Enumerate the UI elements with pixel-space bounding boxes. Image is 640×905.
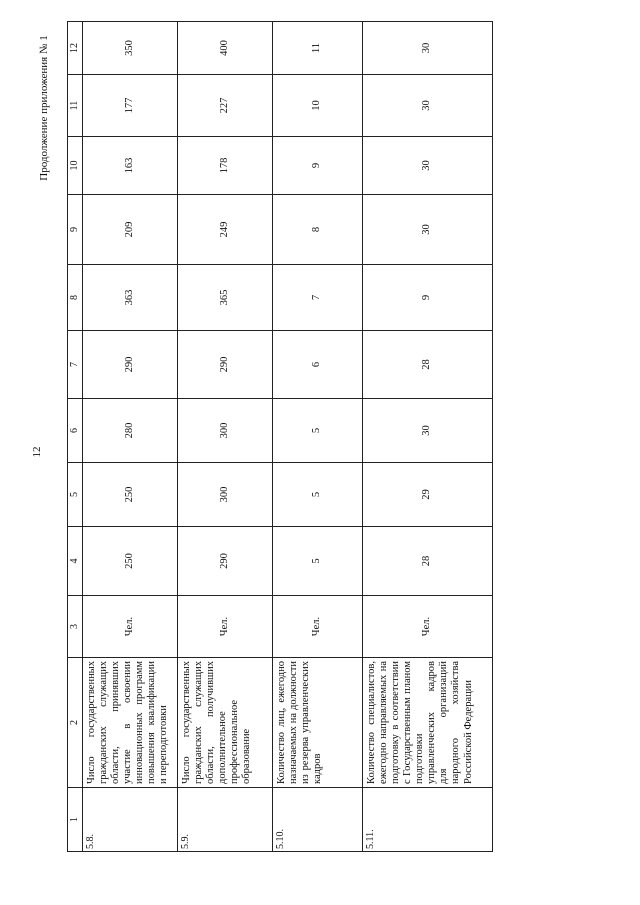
row-number: 5.10. xyxy=(273,788,363,852)
header-cell: 4 xyxy=(68,527,83,596)
row-description: Число государственных гражданских служащих области, получивших дополнительное профессиональное образование xyxy=(178,658,273,788)
header-cell: 1 xyxy=(68,788,83,852)
value-cell: 250 xyxy=(83,527,178,596)
header-cell: 6 xyxy=(68,399,83,463)
table-row xyxy=(178,22,273,852)
row-number: 5.8. xyxy=(83,788,178,852)
value-cell: 30 xyxy=(363,22,493,75)
row-description: Число государственных гражданских служащих области, принявших участие в освоении инновационных программ повышения квалификации и переподготовки xyxy=(83,658,178,788)
value-cell: 163 xyxy=(83,137,178,195)
table-row xyxy=(83,22,178,852)
row-number: 5.9. xyxy=(178,788,273,852)
row-description: Количество специалистов, ежегодно направляемых на подготовку в соответствии с Государственным планом подготовки управленческих кадров для организаций народного хозяйства Российской Федерации xyxy=(363,658,493,788)
value-cell: 7 xyxy=(273,265,363,331)
row-description: Количество лиц, ежегодно назначаемых на должности из резерва управленческих кадров xyxy=(273,658,363,788)
header-row xyxy=(68,22,83,852)
header-cell: 3 xyxy=(68,596,83,658)
value-cell: 11 xyxy=(273,22,363,75)
value-cell: 300 xyxy=(178,463,273,527)
value-cell: 250 xyxy=(83,463,178,527)
value-cell: 350 xyxy=(83,22,178,75)
value-cell: 28 xyxy=(363,527,493,596)
row-unit: Чел. xyxy=(178,596,273,658)
value-cell: 30 xyxy=(363,195,493,265)
header-cell: 11 xyxy=(68,75,83,137)
table-row xyxy=(273,22,363,852)
value-cell: 290 xyxy=(178,527,273,596)
value-cell: 5 xyxy=(273,399,363,463)
value-cell: 5 xyxy=(273,463,363,527)
header-cell: 2 xyxy=(68,658,83,788)
value-cell: 249 xyxy=(178,195,273,265)
header-cell: 12 xyxy=(68,22,83,75)
header-cell: 7 xyxy=(68,331,83,399)
row-number: 5.11. xyxy=(363,788,493,852)
value-cell: 178 xyxy=(178,137,273,195)
value-cell: 9 xyxy=(273,137,363,195)
indicators-table xyxy=(67,21,493,852)
value-cell: 400 xyxy=(178,22,273,75)
header-cell: 5 xyxy=(68,463,83,527)
value-cell: 30 xyxy=(363,399,493,463)
value-cell: 30 xyxy=(363,137,493,195)
value-cell: 28 xyxy=(363,331,493,399)
value-cell: 290 xyxy=(178,331,273,399)
table-row xyxy=(363,22,493,852)
value-cell: 300 xyxy=(178,399,273,463)
page-number: 12 xyxy=(31,446,43,458)
value-cell: 209 xyxy=(83,195,178,265)
header-cell: 8 xyxy=(68,265,83,331)
rotated-table-container xyxy=(67,32,630,852)
value-cell: 365 xyxy=(178,265,273,331)
value-cell: 227 xyxy=(178,75,273,137)
value-cell: 8 xyxy=(273,195,363,265)
value-cell: 29 xyxy=(363,463,493,527)
row-unit: Чел. xyxy=(273,596,363,658)
header-cell: 9 xyxy=(68,195,83,265)
value-cell: 5 xyxy=(273,527,363,596)
header-cell: 10 xyxy=(68,137,83,195)
value-cell: 30 xyxy=(363,75,493,137)
value-cell: 290 xyxy=(83,331,178,399)
row-unit: Чел. xyxy=(83,596,178,658)
value-cell: 363 xyxy=(83,265,178,331)
value-cell: 280 xyxy=(83,399,178,463)
value-cell: 177 xyxy=(83,75,178,137)
appendix-continuation-note: Продолжение приложения № 1 xyxy=(38,35,50,181)
row-unit: Чел. xyxy=(363,596,493,658)
value-cell: 10 xyxy=(273,75,363,137)
value-cell: 6 xyxy=(273,331,363,399)
value-cell: 9 xyxy=(363,265,493,331)
